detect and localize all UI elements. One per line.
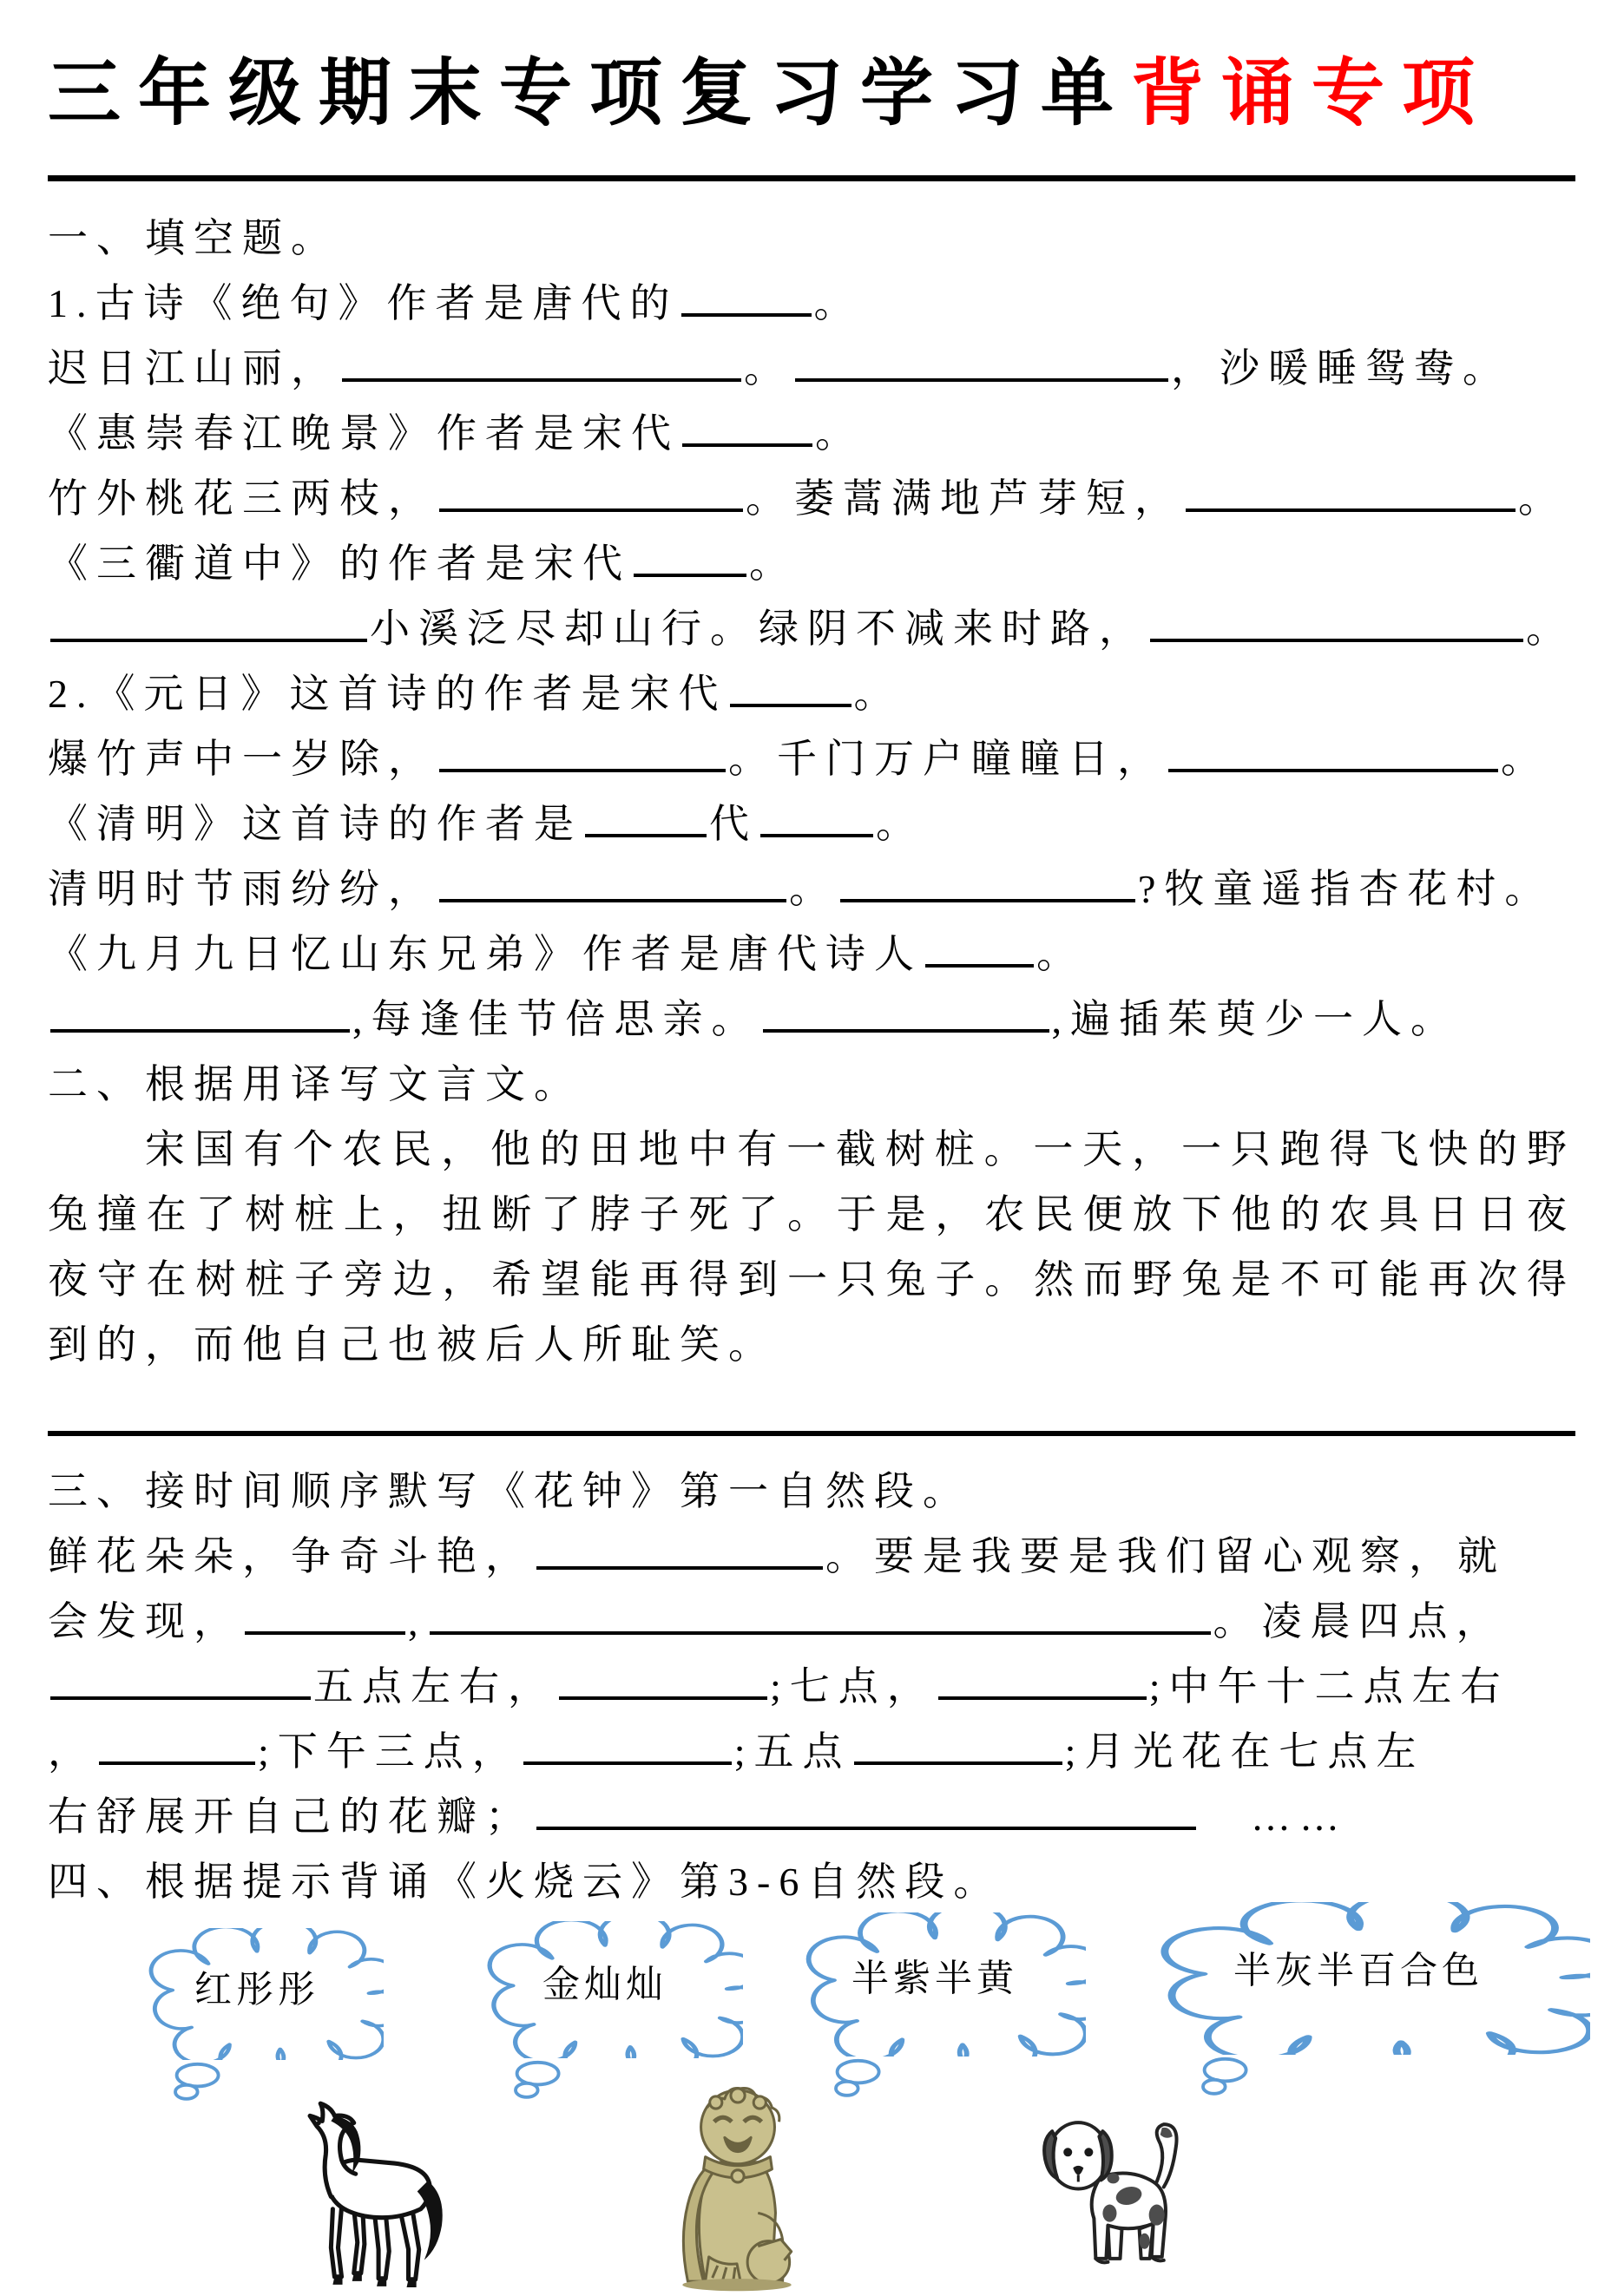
fill-in-blank[interactable] [99, 1732, 255, 1765]
line-text: 。凌晨四点， [1213, 1599, 1505, 1643]
line-text: 清明时节雨纷纷， [48, 867, 437, 911]
fill-in-blank[interactable] [245, 1602, 405, 1635]
line-text: ;月光花在七点左 [1064, 1729, 1425, 1774]
line-text: 。 [1036, 932, 1085, 976]
line-text: 。千门万户瞳瞳日， [728, 737, 1166, 781]
worksheet-content [48, 0, 1575, 1914]
section-one-lines [48, 206, 1575, 1117]
bubble-label: 金灿灿 [542, 1965, 667, 2006]
line-text: 。 [1518, 476, 1567, 521]
thought-bubble-tail-icon [829, 2057, 884, 2098]
text-line [48, 466, 1575, 531]
text-line [48, 596, 1575, 661]
line-text: 《三衢道中》的作者是宋代 [48, 541, 631, 586]
fill-in-blank[interactable] [1168, 739, 1498, 772]
text-line [48, 401, 1575, 466]
text-line [48, 1459, 1575, 1524]
line-text: 代 [709, 802, 758, 846]
line-text: ，沙暖睡鸳鸯。 [1171, 346, 1511, 390]
thought-bubble [130, 1928, 384, 2102]
horse-illustration [279, 2093, 465, 2291]
fill-in-blank[interactable] [840, 869, 1135, 902]
bubble-label: 红彤彤 [194, 1970, 319, 2011]
line-text: 《九月九日忆山东兄弟》作者是唐代诗人 [48, 932, 923, 976]
text-line [48, 271, 1575, 336]
line-text: 《惠崇春江晚景》作者是宋代 [48, 411, 680, 456]
line-text: ,每逢佳节倍思亲。 [352, 997, 760, 1041]
text-line [48, 1654, 1575, 1719]
line-text: 。 [789, 867, 838, 911]
bubble-label: 半灰半百合色 [1233, 1951, 1483, 1992]
fill-in-blank[interactable] [1186, 479, 1516, 512]
page-title [48, 0, 1575, 160]
line-text: 。要是我要是我们留心观察，就 [825, 1534, 1506, 1578]
line-text: ;七点， [770, 1664, 936, 1709]
line-text: ;中午十二点左右 [1148, 1664, 1509, 1709]
line-text: 。 [853, 672, 903, 716]
line-text: 右舒展开自己的花瓣； [48, 1794, 534, 1839]
line-text: 。 [876, 802, 924, 846]
text-line [48, 987, 1575, 1052]
fill-in-blank[interactable] [559, 1667, 767, 1700]
fill-in-blank[interactable] [763, 1000, 1049, 1033]
thought-bubble [1127, 1902, 1590, 2096]
thought-bubble-tail-icon [168, 2060, 224, 2102]
line-text: 。 [1501, 737, 1549, 781]
line-text: 小溪泛尽却山行。绿阴不减来时路， [370, 607, 1147, 651]
fill-in-blank[interactable] [925, 935, 1034, 968]
line-text: 。 [1526, 607, 1575, 651]
text-line [48, 1784, 1575, 1849]
text-line [48, 206, 1575, 271]
thought-bubble [784, 1912, 1086, 2098]
line-text: 2.《元日》这首诗的作者是宋代 [48, 672, 727, 716]
fill-in-blank[interactable] [536, 1797, 1196, 1830]
text-line [48, 922, 1575, 987]
fill-in-blank[interactable] [430, 1602, 1211, 1635]
line-text: 竹外桃花三两枝， [48, 476, 437, 521]
text-line [48, 726, 1575, 791]
line-text: 五点左右， [313, 1664, 556, 1709]
fill-in-blank[interactable] [938, 1667, 1147, 1700]
fill-in-blank[interactable] [342, 349, 741, 382]
line-text: 。 [744, 346, 792, 390]
line-text: 二、根据用译写文言文。 [48, 1062, 582, 1106]
fill-in-blank[interactable] [439, 869, 786, 902]
fill-in-blank[interactable] [585, 804, 707, 837]
thought-bubble [467, 1921, 743, 2100]
line-text: 《清明》这首诗的作者是 [48, 802, 582, 846]
line-text: 会发现， [48, 1599, 242, 1643]
line-text: 。 [749, 541, 798, 586]
line-text: ， [48, 1729, 96, 1774]
title-underline [48, 175, 1575, 181]
text-line [48, 856, 1575, 922]
line-text: 爆竹声中一岁除， [48, 737, 437, 781]
line-text: ;下午三点， [258, 1729, 521, 1774]
dalmatian-dog-illustration [1026, 2100, 1213, 2291]
line-text: 。萎蒿满地芦芽短， [746, 476, 1183, 521]
line-text: 三、接时间顺序默写《花钟》第一自然段。 [48, 1469, 971, 1513]
section-divider [48, 1431, 1575, 1436]
line-text: 。 [815, 411, 864, 456]
fill-in-blank[interactable] [536, 1537, 823, 1570]
text-line [48, 1589, 1575, 1654]
text-line [48, 661, 1575, 726]
text-line [48, 791, 1575, 856]
text-line [48, 1524, 1575, 1589]
thought-bubble-tail-icon [509, 2058, 564, 2100]
line-text: ,遍插茱萸少一人。 [1051, 997, 1459, 1041]
fill-in-blank[interactable] [439, 479, 743, 512]
text-line [48, 336, 1575, 401]
text-line [48, 1719, 1575, 1784]
fill-in-blank[interactable] [50, 1667, 311, 1700]
line-text: …… [1251, 1794, 1348, 1839]
line-text: 鲜花朵朵，争奇斗艳， [48, 1534, 534, 1578]
fill-in-blank[interactable] [1150, 609, 1523, 642]
fill-in-blank[interactable] [634, 544, 746, 577]
fill-in-blank[interactable] [682, 414, 812, 447]
text-line [48, 531, 1575, 596]
fill-in-blank[interactable] [681, 284, 812, 317]
fill-in-blank[interactable] [760, 804, 873, 837]
fill-in-blank[interactable] [50, 1000, 350, 1033]
line-text: 。 [813, 281, 863, 325]
page-title-highlight: 背诵专项 [1131, 54, 1493, 134]
fill-in-blank[interactable] [523, 1732, 732, 1765]
line-text: 一、填空题。 [48, 216, 339, 260]
fill-in-blank[interactable] [854, 1732, 1062, 1765]
section-two-paragraph: 宋国有个农民，他的田地中有一截树桩。一天，一只跑得飞快的野兔撞在了树桩上，扭断了脖子死了。于是，农民便放下他的农具日日夜夜守在树桩子旁边，希望能再得到一只兔子。然而野兔是不可能再次得到的，而他自己也被后人所耻笑。 [48, 1127, 1575, 1367]
line-text: ?牧童遥指杏花村。 [1138, 867, 1554, 911]
line-text: 1.古诗《绝句》作者是唐代的 [48, 281, 679, 325]
line-text: 四、根据提示背诵《火烧云》第3-6自然段。 [48, 1860, 1003, 1904]
bubble-label: 半紫半黄 [851, 1958, 1018, 2000]
text-line [48, 1052, 1575, 1117]
page-title-main: 三年级期末专项复习学习单 [48, 54, 1132, 134]
line-text: ;五点 [733, 1729, 851, 1774]
thought-bubble-tail-icon [1196, 2055, 1252, 2096]
fill-in-blank[interactable] [730, 674, 851, 707]
line-text: 迟日江山丽， [48, 346, 339, 390]
fill-in-blank[interactable] [795, 349, 1168, 382]
line-text: , [408, 1599, 427, 1643]
stone-lion-illustration [653, 2081, 819, 2293]
fill-in-blank[interactable] [439, 739, 726, 772]
section-three-lines [48, 1459, 1575, 1914]
fill-in-blank[interactable] [50, 609, 367, 642]
